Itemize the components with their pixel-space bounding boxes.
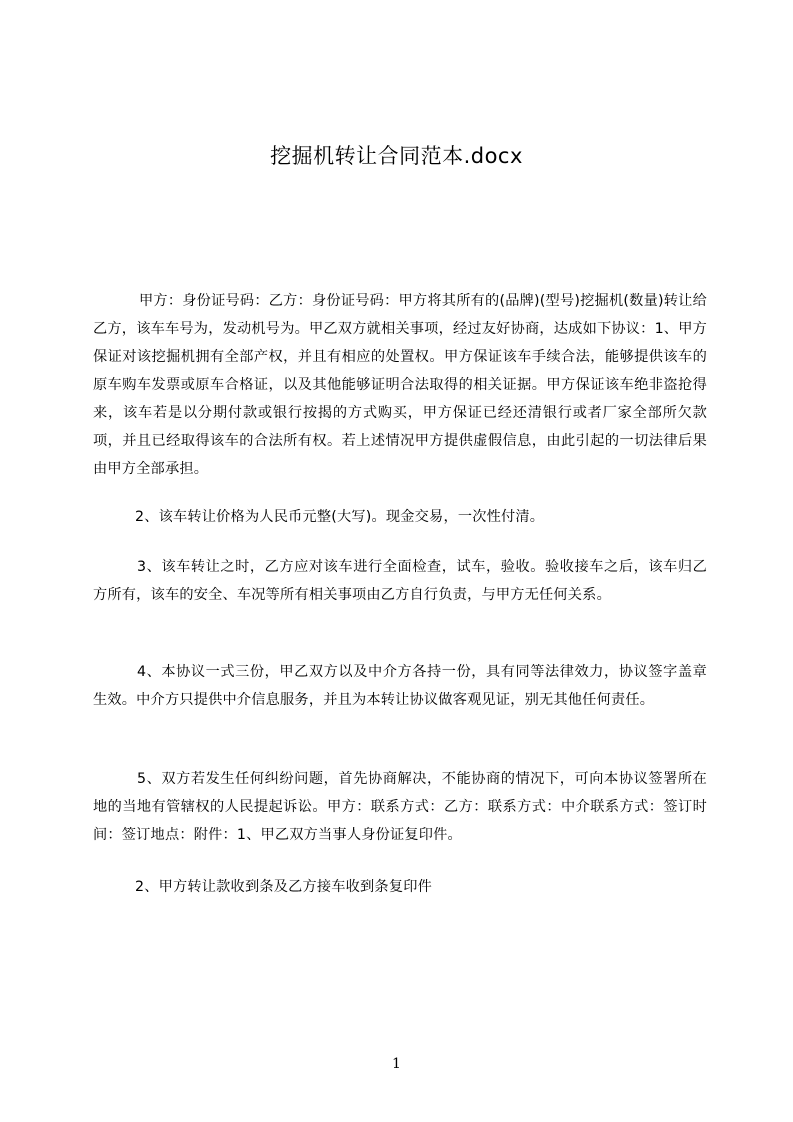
paragraph-clause-3-inspection: 3、该车转让之时，乙方应对该车进行全面检查，试车，验收。验收接车之后，该车归乙方所有，该车的安全、车况等所有相关事项由乙方自行负责，与甲方无任何关系。: [93, 559, 707, 603]
paragraph-clause-2-price: 2、该车转让价格为人民币元整(大写)。现金交易，一次性付清。: [135, 509, 545, 525]
paragraph-attachment-2: 2、甲方转让款收到条及乙方接车收到条复印件: [135, 879, 432, 895]
paragraph-parties-and-clause-1: 甲方：身份证号码：乙方：身份证号码：甲方将其所有的(品牌)(型号)挖掘机(数量)转让给乙方，该车车号为，发动机号为。甲乙双方就相关事项，经过友好协商，达成如下协议：1、甲方保证对该挖掘机拥有全部产权，并且有相应的处置权。甲方保证该车手续合法，能够提供该车的原车购车发票或原车合格证，以及其他能够证明合法取得的相关证据。甲方保证该车绝非盗抢得来，该车若是以分期付款或银行按揭的方式购买，甲方保证已经还清银行或者厂家全部所欠款项，并且已经取得该车的合法所有权。若上述情况甲方提供虚假信息，由此引起的一切法律后果由甲方全部承担。: [93, 293, 707, 477]
paragraph-clause-5-disputes: 5、双方若发生任何纠纷问题，首先协商解决，不能协商的情况下，可向本协议签署所在地的当地有管辖权的人民提起诉讼。甲方：联系方式：乙方：联系方式：中介联系方式：签订时间：签订地点：附件：1、甲乙双方当事人身份证复印件。: [93, 771, 707, 843]
document-title: 挖掘机转让合同范本.docx: [270, 144, 523, 168]
paragraph-clause-4-copies: 4、本协议一式三份，甲乙双方以及中介方各持一份，具有同等法律效力，协议签字盖章生效。中介方只提供中介信息服务，并且为本转让协议做客观见证，别无其他任何责任。: [93, 664, 707, 708]
page-number: 1: [392, 1056, 401, 1072]
